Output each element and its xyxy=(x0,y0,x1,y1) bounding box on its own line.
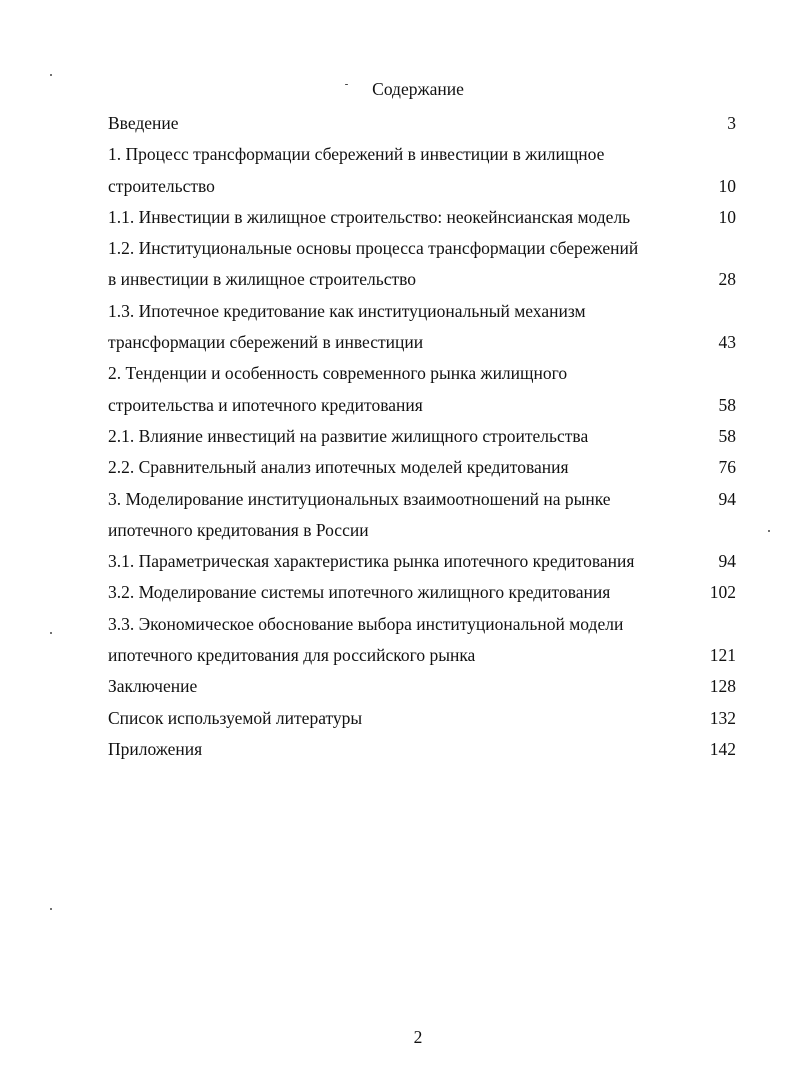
table-of-contents xyxy=(108,108,736,765)
toc-entry-page: 128 xyxy=(709,676,736,697)
toc-entry xyxy=(108,703,736,734)
toc-entry-text: Введение xyxy=(108,113,179,133)
toc-entry-page: 121 xyxy=(709,645,736,666)
toc-entry-text: ипотечного кредитования для российского рынка xyxy=(108,645,476,666)
toc-entry-text: 3.1. Параметрическая характеристика рынка ипотечного кредитования xyxy=(108,551,635,572)
toc-entry-page: 94 xyxy=(718,488,736,509)
toc-entry-page: 142 xyxy=(709,738,736,759)
toc-entry xyxy=(108,233,736,264)
toc-entry xyxy=(108,421,736,452)
toc-entry xyxy=(108,515,736,546)
toc-entry-page: 58 xyxy=(718,425,736,446)
toc-entry-text: 1. Процесс трансформации сбережений в инвестиции в жилищное xyxy=(108,144,605,165)
toc-entry-text: 1.1. Инвестиции в жилищное строительство: неокейнсианская модель xyxy=(108,206,631,227)
page-title: Содержание xyxy=(372,79,464,99)
scan-speck xyxy=(50,908,52,910)
toc-entry xyxy=(108,264,736,295)
toc-entry xyxy=(108,358,736,389)
toc-entry-page: 76 xyxy=(718,457,736,478)
toc-entry xyxy=(108,202,736,233)
toc-entry-text: строительство xyxy=(108,175,215,196)
toc-entry xyxy=(108,390,736,421)
toc-entry xyxy=(108,609,736,640)
toc-entry xyxy=(108,484,736,515)
toc-entry-text: Заключение xyxy=(108,676,198,697)
toc-entry-text: Список используемой литературы xyxy=(108,707,363,728)
toc-entry-page: 132 xyxy=(709,707,736,728)
toc-entry xyxy=(108,671,736,702)
toc-entry-text: 3.3. Экономическое обоснование выбора институциональной модели xyxy=(108,613,624,634)
toc-entry xyxy=(108,577,736,608)
toc-entry-page: 3 xyxy=(727,113,736,133)
toc-entry-text: Приложения xyxy=(108,738,203,759)
toc-entry-text: 3. Моделирование институциональных взаимоотношений на рынке xyxy=(108,488,611,509)
toc-entry-page: 28 xyxy=(718,269,736,290)
scan-speck xyxy=(50,74,52,76)
toc-entry-text: в инвестиции в жилищное строительство xyxy=(108,269,417,290)
toc-entry-page: 10 xyxy=(718,175,736,196)
toc-entry xyxy=(108,546,736,577)
page-number: 2 xyxy=(413,1027,423,1047)
toc-entry xyxy=(108,734,736,765)
scan-speck xyxy=(768,530,770,532)
toc-entry xyxy=(108,327,736,358)
toc-entry-text: 2.2. Сравнительный анализ ипотечных моделей кредитования xyxy=(108,457,569,478)
toc-entry-text: 2. Тенденции и особенность современного рынка жилищного xyxy=(108,363,568,384)
toc-entry xyxy=(108,108,736,139)
toc-entry-text: строительства и ипотечного кредитования xyxy=(108,394,423,415)
toc-entry xyxy=(108,139,736,170)
toc-entry-text: ипотечного кредитования в России xyxy=(108,519,369,540)
scan-speck xyxy=(345,84,348,85)
toc-entry xyxy=(108,171,736,202)
toc-entry-text: 1.3. Ипотечное кредитование как институциональный механизм xyxy=(108,300,586,321)
toc-entry-page: 43 xyxy=(718,332,736,353)
toc-entry xyxy=(108,640,736,671)
toc-entry-text: трансформации сбережений в инвестиции xyxy=(108,332,424,353)
toc-entry-text: 3.2. Моделирование системы ипотечного жилищного кредитования xyxy=(108,582,611,603)
toc-entry xyxy=(108,452,736,483)
toc-entry-page: 102 xyxy=(709,582,736,603)
scan-speck xyxy=(50,632,52,634)
toc-entry xyxy=(108,296,736,327)
toc-entry-page: 94 xyxy=(718,551,736,572)
toc-entry-page: 58 xyxy=(718,394,736,415)
toc-entry-page: 10 xyxy=(718,206,736,227)
toc-entry-text: 2.1. Влияние инвестиций на развитие жилищного строительства xyxy=(108,425,589,446)
toc-entry-text: 1.2. Институциональные основы процесса трансформации сбережений xyxy=(108,238,639,259)
